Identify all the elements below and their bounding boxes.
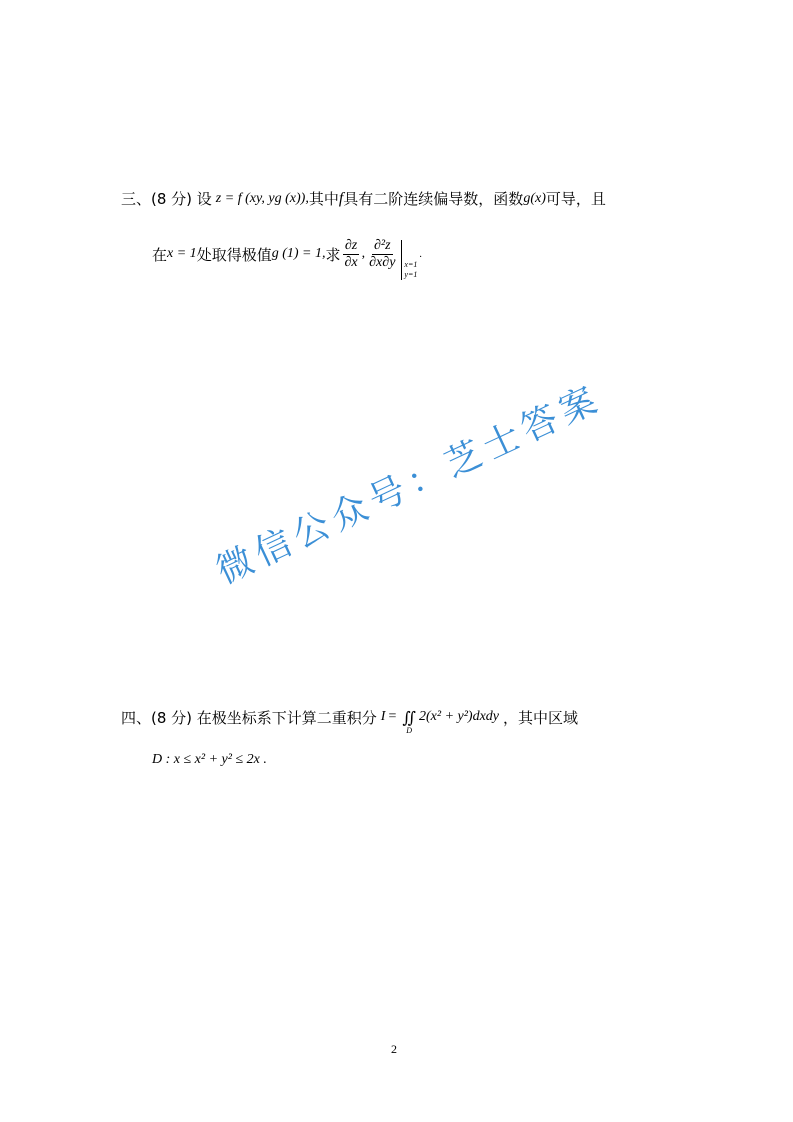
- problem-3-text: 具有二阶连续偏导数，函数: [343, 190, 524, 208]
- integral-sign: ∬: [402, 708, 416, 727]
- problem-3-label: 三、(8 分) 设: [121, 190, 212, 208]
- problem-3-g-function: g(x): [523, 190, 546, 206]
- fraction-numerator: ∂z: [344, 237, 358, 253]
- problem-3-line-2: [152, 230, 422, 278]
- second-partial-fraction: [367, 238, 397, 271]
- problem-3-line-1: [121, 188, 606, 209]
- evaluation-x: x=1: [404, 260, 418, 269]
- evaluation-bar: [401, 240, 417, 280]
- problem-3-text: 处取得极值: [196, 245, 272, 264]
- comma: ,: [361, 246, 366, 261]
- integral-region-subscript: D: [406, 726, 413, 735]
- watermark-text: 微信公众号：芝士答案: [210, 377, 609, 593]
- evaluation-y: y=1: [404, 270, 418, 279]
- problem-3-text: 其中: [308, 190, 339, 208]
- fraction-numerator: ∂²z: [373, 237, 391, 253]
- page-number: 2: [391, 1042, 397, 1056]
- region-definition: D : x ≤ x² + y² ≤ 2x .: [152, 752, 267, 767]
- integrand: 2(x² + y²)dxdy: [419, 709, 500, 724]
- partial-z-x-fraction: [343, 238, 360, 271]
- problem-3-condition-g: g (1) = 1,: [271, 246, 326, 261]
- problem-4-line-1: [121, 704, 579, 735]
- period: .: [419, 248, 422, 260]
- problem-3-f-symbol: f: [338, 189, 344, 207]
- fraction-denominator: ∂x∂y: [369, 254, 396, 270]
- problem-3-text: 可导，且: [545, 190, 606, 208]
- double-integral-symbol: [402, 710, 416, 736]
- problem-4-label: 四、(8 分) 在极坐标系下计算二重积分: [121, 708, 377, 727]
- problem-3-text: 在: [152, 245, 168, 264]
- problem-4-line-2: [152, 752, 267, 768]
- problem-3-text: 求: [325, 245, 341, 264]
- problem-3-condition-x: x = 1: [167, 246, 197, 261]
- problem-4-text: ，其中区域: [503, 708, 579, 727]
- integral-variable: I: [380, 709, 386, 724]
- problem-3-function-definition: z = f (xy, yg (x)),: [215, 190, 309, 206]
- equals-sign: =: [388, 709, 397, 724]
- fraction-denominator: ∂x: [344, 254, 358, 270]
